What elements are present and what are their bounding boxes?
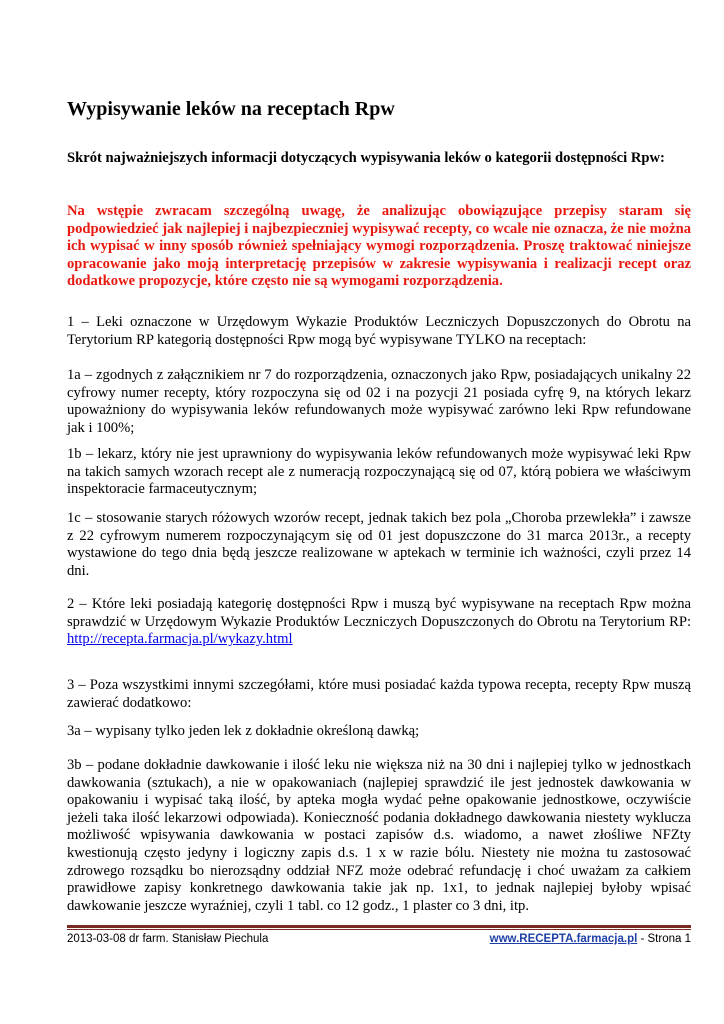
paragraph-3a: 3a – wypisany tylko jeden lek z dokładnie określoną dawką; [67, 723, 420, 739]
paragraph-2-text: 2 – Które leki posiadają kategorię dostępności Rpw i muszą być wypisywane na receptach Rpw można sprawdzić w Urzędowym Wykazie Produktów Leczniczych Dopuszczonych do Obrotu na Terytorium RP: [67, 596, 691, 630]
footer-right [490, 933, 691, 945]
footer-divider [67, 925, 691, 928]
footer-divider-thin [67, 929, 691, 930]
page-title: Wypisywanie leków na receptach Rpw [67, 98, 395, 120]
paragraph-2 [67, 596, 691, 649]
paragraph-1c: 1c – stosowanie starych różowych wzorów recept, jednak takich bez pola „Choroba przewlekła” i zawsze z 22 cyfrowym numerem rozpoczynającym się od 01 jest dopuszczone do 31 marca 2013r., a recepty wystawione do tego dnia będą jeszcze realizowane w aptekach w terminie ich ważności, czyli przez 14 dni. [67, 510, 691, 579]
paragraph-1: 1 – Leki oznaczone w Urzędowym Wykazie Produktów Leczniczych Dopuszczonych do Obrotu na Terytorium RP kategorią dostępności Rpw mogą być wypisywane TYLKO na receptach: [67, 314, 691, 348]
paragraph-1b: 1b – lekarz, który nie jest uprawniony do wypisywania leków refundowanych może wypisywać leki Rpw na takich samych wzorach recept ale z numeracją rozpoczynającą się od 07, którą pobiera we właściwym inspektoracie farmaceutycznym; [67, 446, 691, 498]
warning-note: Na wstępie zwracam szczególną uwagę, że analizując obowiązujące przepisy staram się podpowiedzieć jak najlepiej i najbezpieczniej wypisywać recepty, co wcale nie oznacza, że nie można ich wypisać w inny sposób również spełniający wymogi rozporządzenia. Proszę traktować niniejsze opracowanie jako moją interpretację przepisów w zakresie wypisywania i realizacji recept oraz dodatkowe propozycje, które często nie są wymogami rozporządzenia. [67, 203, 691, 290]
paragraph-3b: 3b – podane dokładnie dawkowanie i ilość leku nie większa niż na 30 dni i najlepiej tylko w jednostkach dawkowania (sztukach), a nie w opakowaniach (najlepiej sprawdzić ile jest jednostek dawkowania w opakowaniu i wypisać taką ilość, by apteka mogła wydać pełne opakowanie jednostkowe, oczywiście jeżeli taka ilość lekarzowi odpowiada). Konieczność podania dokładnego dawkowania niestety wyklucza możliwość wpisywania dawkowania w postaci zapisów d.s. wiadomo, a nawet złośliwe NFZty kwestionują często jedyny i logiczny zapis d.s. 1 x w razie bólu. Niestety nie można tu zastosować zdrowego rozsądku bo nierozsądny oddział NFZ może odebrać refundację i choć uważam za całkiem prawidłowe zapisy konkretnego dawkowania takie jak np. 1x1, to jednak najlepiej byłoby wpisać dawkowanie jeszcze wyraźniej, czyli 1 tabl. co 12 godz., 1 plaster co 3 dni, itp. [67, 757, 691, 914]
footer-page-number: - Strona 1 [637, 933, 691, 945]
wykazy-link[interactable]: http://recepta.farmacja.pl/wykazy.html [67, 631, 293, 648]
footer-site-link[interactable]: www.RECEPTA.farmacja.pl [489, 933, 638, 945]
paragraph-3: 3 – Poza wszystkimi innymi szczegółami, które musi posiadać każda typowa recepta, recepty Rpw muszą zawierać dodatkowo: [67, 677, 691, 711]
footer-date-author: 2013-03-08 dr farm. Stanisław Piechula [67, 933, 269, 945]
paragraph-1a: 1a – zgodnych z załącznikiem nr 7 do rozporządzenia, oznaczonych jako Rpw, posiadających unikalny 22 cyfrowy numer recepty, który rozpoczyna się od 02 i na pozycji 21 posiada cyfrę 9, na których lekarz upoważniony do wypisywania leków refundowanych może wypisywać zarówno leki Rpw refundowane jak i 100%; [67, 367, 691, 436]
subtitle: Skrót najważniejszych informacji dotyczących wypisywania leków o kategorii dostępności Rpw: [67, 150, 665, 166]
